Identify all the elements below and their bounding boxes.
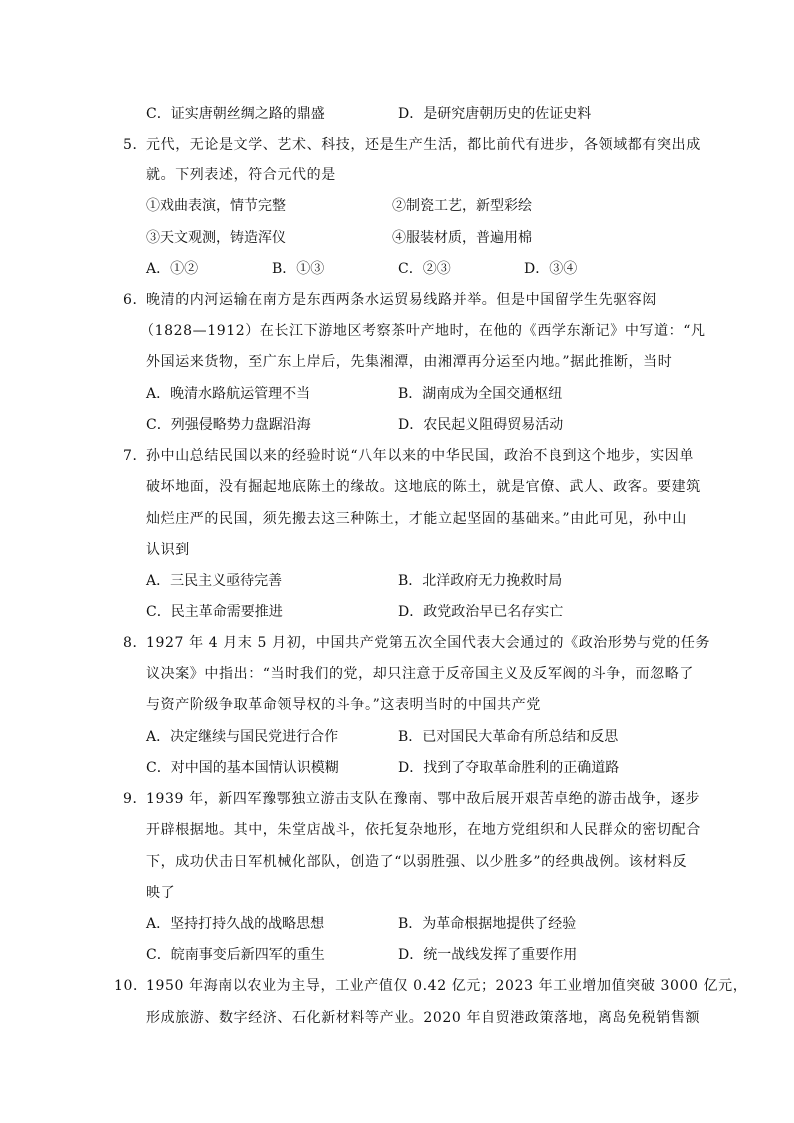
q9-option-c[interactable]: C．皖南事变后新四军的重生 [146, 947, 325, 963]
q5-option-a[interactable]: A．①② [146, 261, 199, 277]
q5-stem-line-1: 元代，无论是文学、艺术、科技，还是生产生活，都比前代有进步，各领域都有突出成 [146, 137, 701, 153]
q6-stem-line-2: （1828—1912）在长江下游地区考察茶叶产地时，在他的《西学东渐记》中写道：“凡 [140, 323, 706, 339]
q5-option-b[interactable]: B．①③ [272, 261, 325, 277]
q6-option-d[interactable]: D．农民起义阻碍贸易活动 [398, 417, 564, 433]
q8-stem-line-1: 1927 年 4 月末 5 月初，中国共产党第五次全国代表大会通过的《政治形势与党的任务 [146, 635, 711, 651]
q5-item-2: ②制瓷工艺，新型彩绘 [392, 198, 532, 214]
q5-item-4: ④服装材质，普遍用棉 [392, 230, 532, 246]
q6-number: 6． [123, 292, 148, 308]
q7-number: 7． [123, 448, 148, 464]
q7-option-a[interactable]: A．三民主义亟待完善 [146, 573, 283, 589]
q9-number: 9． [123, 791, 148, 807]
q9-stem-line-2: 开辟根据地。其中，朱堂店战斗，依托复杂地形，在地方党组织和人民群众的密切配合 [146, 822, 701, 838]
q7-stem-line-4: 认识到 [146, 542, 190, 558]
q8-option-d[interactable]: D．找到了夺取革命胜利的正确道路 [398, 760, 620, 776]
q7-option-b[interactable]: B．北洋政府无力挽救时局 [398, 573, 563, 589]
q5-stem-line-2: 就。下列表述，符合元代的是 [146, 167, 336, 183]
q6-option-c[interactable]: C．列强侵略势力盘踞沿海 [146, 417, 311, 433]
q6-stem-line-1: 晚清的内河运输在南方是东西两条水运贸易线路并举。但是中国留学生先驱容闳 [146, 292, 657, 308]
q8-stem-line-3: 与资产阶级争取革命领导权的斗争。”这表明当时的中国共产党 [146, 697, 541, 713]
q5-number: 5． [123, 137, 148, 153]
q9-option-b[interactable]: B．为革命根据地提供了经验 [398, 916, 577, 932]
q10-stem-line-1: 1950 年海南以农业为主导，工业产值仅 0.42 亿元；2023 年工业增加值突破 3000 亿元， [146, 978, 748, 994]
q5-item-1: ①戏曲表演，情节完整 [146, 198, 286, 214]
q4-option-c[interactable]: C．证实唐朝丝绸之路的鼎盛 [146, 106, 325, 122]
q8-number: 8． [123, 635, 148, 651]
q9-stem-line-1: 1939 年，新四军豫鄂独立游击支队在豫南、鄂中敌后展开艰苦卓绝的游击战争，逐步 [146, 791, 701, 807]
q5-option-d[interactable]: D．③④ [524, 261, 578, 277]
q6-option-b[interactable]: B．湖南成为全国交通枢纽 [398, 386, 563, 402]
q10-stem-line-2: 形成旅游、数字经济、石化新材料等产业。2020 年自贸港政策落地，离岛免税销售额 [146, 1010, 701, 1026]
q8-option-b[interactable]: B．已对国民大革命有所总结和反思 [398, 729, 619, 745]
q10-number: 10． [114, 978, 148, 994]
q6-option-a[interactable]: A．晚清水路航运管理不当 [146, 386, 311, 402]
q8-option-c[interactable]: C．对中国的基本国情认识模糊 [146, 760, 339, 776]
q7-option-d[interactable]: D．政党政治早已名存实亡 [398, 604, 564, 620]
q8-option-a[interactable]: A．决定继续与国民党进行合作 [146, 729, 339, 745]
q4-option-d[interactable]: D．是研究唐朝历史的佐证史料 [398, 106, 592, 122]
q7-stem-line-1: 孙中山总结民国以来的经验时说“八年以来的中华民国，政治不良到这个地步，实因单 [146, 448, 694, 464]
q9-option-d[interactable]: D．统一战线发挥了重要作用 [398, 947, 578, 963]
q7-stem-line-2: 破坏地面，没有掘起地底陈土的缘故。这地底的陈土，就是官僚、武人、政客。要建筑 [146, 479, 701, 495]
q5-item-3: ③天文观测，铸造浑仪 [146, 230, 286, 246]
q7-option-c[interactable]: C．民主革命需要推进 [146, 604, 283, 620]
q9-stem-line-3: 下，成功伏击日军机械化部队，创造了“以弱胜强、以少胜多”的经典战例。该材料反 [146, 854, 688, 870]
q6-stem-line-3: 外国运来货物，至广东上岸后，先集湘潭，由湘潭再分运至内地。”据此推断，当时 [146, 354, 673, 370]
q5-option-c[interactable]: C．②③ [398, 261, 451, 277]
q7-stem-line-3: 灿烂庄严的民国，须先搬去这三种陈土，才能立起坚固的基础来。”由此可见，孙中山 [146, 511, 687, 527]
q9-stem-line-4: 映了 [146, 885, 176, 901]
q8-stem-line-2: 议决案》中指出：“当时我们的党，却只注意于反帝国主义及反军阀的斗争，而忽略了 [146, 666, 694, 682]
q9-option-a[interactable]: A．坚持打持久战的战略思想 [146, 916, 325, 932]
